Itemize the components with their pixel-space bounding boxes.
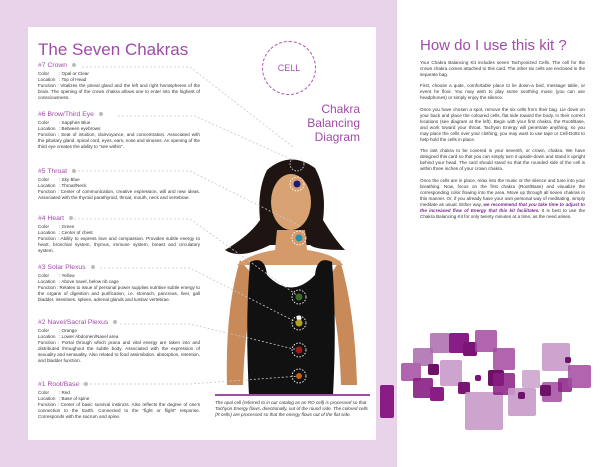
instructions-paragraph	[420, 178, 585, 221]
chakra-heading: #2 Navel/Sacral Plexus	[38, 319, 109, 326]
figure-photo	[205, 150, 375, 395]
chakra-entry-crown	[38, 62, 200, 101]
cell-label: CELL	[277, 63, 301, 73]
function-value: : Ability to express love and compassion. Provides subtle energy to heart, bronchial system, thymus, immune system, breast and circulatory system.	[38, 236, 200, 254]
location-value: : Lower Abdomen/Navel area	[59, 334, 119, 340]
instructions-paragraph: The last chakra to be covered is your seventh, or crown, chakra. We have designed this card so that you can simply turn it upside-down and stand it upright behind your head. The card should stand so that the rounded side of the cell is within three inches of your crown chakra.	[420, 148, 585, 172]
location-label: Location	[38, 279, 56, 285]
location-value: : Throat/Neck	[59, 183, 87, 189]
diagram-title-line: Chakra	[321, 102, 360, 116]
function-value: : Vitalizes the pineal gland and the left and right hemispheres of the brain. The opening of the crown chakra allows one to enter into the highest of consciousness.	[38, 83, 200, 101]
diagram-title-line: Diagram	[314, 130, 360, 144]
location-label: Location	[38, 183, 56, 189]
paragraph-text: Once the cells are in place, relax into the music or the silence and tune into your breathing. Now, focus on the first chakra (Root/Base) and visualize the corresponding color flowing into the area. Move up through all seven chakras in this manner. Or, if you already have your own personal way of meditating, simply meditate as usual. Either way,	[420, 177, 585, 207]
color-value: : Green	[59, 224, 75, 229]
page-title: The Seven Chakras	[38, 40, 189, 59]
location-value: : Top of Head	[59, 77, 87, 83]
location-label: Location	[38, 396, 56, 402]
decorative-squares	[380, 330, 600, 440]
location-label: Location	[38, 334, 56, 340]
photo-caption: The opal cell (referred to in our catalog as an RO cell) is processed so that Tachyon Energy flows, directionally, out of the round side. The colored cells (R cells) are processed so that the energy flows out of the flat side.	[215, 400, 368, 417]
chakra-heading: #3 Solar Plexus	[38, 264, 86, 271]
color-label: Color	[38, 120, 49, 125]
function-value: : Center of communication, creative expression, will and new ideas. Associated with the thyroid parathyroid, throat, mouth, neck and vertebrae.	[38, 189, 200, 201]
chakra-entry-solar-plexus	[38, 264, 200, 303]
photo-baseline	[215, 394, 370, 396]
location-value: : Center of chest	[59, 230, 93, 236]
cell-circle	[262, 41, 316, 95]
color-label: Color	[38, 390, 49, 395]
chakra-entry-heart	[38, 215, 200, 254]
chakra-entry-root	[38, 381, 200, 420]
function-label: Function	[38, 402, 56, 408]
function-value: : Seat of intuition, clairvoyance, and concentration. Associated with the pituitary gland, spinal cord, eyes, ears, nose and sinuses. An opening of the third eye creates the ability to "see within".	[38, 132, 200, 150]
location-value: : Above navel, below rib cage	[59, 279, 119, 285]
color-value: : Red	[59, 390, 70, 395]
chakra-heading: #5 Throat	[38, 168, 67, 175]
location-label: Location	[38, 230, 56, 236]
chakra-heading: #4 Heart	[38, 215, 65, 222]
connector-dot-icon	[72, 63, 76, 67]
function-label: Function	[38, 83, 56, 89]
instructions-paragraph: Your Chakra Balancing Kit includes seven Tachyonized Cells. The cell for the crown chakra comes attached to this card. The other six cells are enclosed in the separate bag.	[420, 60, 585, 78]
instructions-paragraph: First, choose a quite, comfortable place to lie down-a bed, message table, or event he floor. You may wish to play some soothing music (you can use headphones) or simply enjoy the silence.	[420, 83, 585, 101]
color-value: : Sapphire Blue	[59, 120, 91, 125]
location-label: Location	[38, 126, 56, 132]
emphasis-text: we recommend that you take time to adjust to the increased flow of Energy that this kit facilitates.	[420, 201, 585, 213]
color-value: : Sky Blue	[59, 177, 80, 182]
chakra-heading: #6 Brow/Third Eye	[38, 111, 94, 118]
instructions-paragraph: Once you have chosen a spot, remove the six cells from their bag. Lie down on your back and place the coloured cells, flat side toward the body, in their correct locations (see diagram at the left). Begin with your first chakra, the Root/Base, and work toward your throat. Tachyon Energy will penetrate anything, so you may place the cells over your clothing, you may want to use tape or Cell-Dotts to help hold the cells in place.	[420, 106, 585, 143]
instructions-title: How do I use this kit ?	[420, 37, 567, 54]
function-label: Function	[38, 236, 56, 242]
location-label: Location	[38, 77, 56, 83]
function-label: Function	[38, 189, 56, 195]
chakra-entry-throat	[38, 168, 200, 201]
function-label: Function	[38, 285, 56, 291]
color-label: Color	[38, 224, 49, 229]
chakra-heading: #7 Crown	[38, 62, 68, 69]
connector-dot-icon	[84, 382, 88, 386]
connector-dot-icon	[113, 320, 117, 324]
function-value: : Center of basic survival instincts. Also reflects the degree of one's connection to the Earth. Connected to the "fight or flight" response. Corresponds with the sacrum and spine.	[38, 402, 200, 420]
location-value: : Base of spine	[59, 396, 90, 402]
color-label: Color	[38, 71, 49, 76]
color-value: : Orange	[59, 328, 77, 333]
chakra-entry-navel	[38, 319, 200, 365]
function-label: Function	[38, 340, 56, 346]
diagram-title-line: Balancing	[307, 116, 360, 130]
connector-dot-icon	[91, 265, 95, 269]
paragraph-text: It is best to use the Chakra Balancing Kit for only twenty minutes at a time, as the need arises.	[420, 207, 585, 220]
color-label: Color	[38, 273, 49, 278]
color-value: : Yellow	[59, 273, 75, 278]
chakra-heading: #1 Root/Base	[38, 381, 80, 388]
connector-dot-icon	[72, 169, 76, 173]
function-value: : Relates to issue of personal power supplies nutritive subtle energy to the organs of digestion and purification, i.e. stomach, pancreas, liver, gall bladder, intestines, spleen, adrenal glands and lumbar vertebrae.	[38, 285, 200, 303]
connector-dot-icon	[99, 112, 103, 116]
color-label: Color	[38, 328, 49, 333]
chakra-entry-brow	[38, 111, 200, 150]
function-label: Function	[38, 132, 56, 138]
diagram-title	[290, 102, 360, 144]
location-value: : Between eyebrows	[59, 126, 101, 132]
instructions-body	[420, 60, 585, 225]
color-value: : Opal or Clear	[59, 71, 89, 76]
color-label: Color	[38, 177, 49, 182]
connector-dot-icon	[69, 216, 73, 220]
function-value: : Portal through which prana and vital energy are taken into and distributed throughout the subtle body. Associated with the expression of sexuality and sensuality. Also related to food assimilation, absorption, retention, and bladder function.	[38, 340, 200, 364]
